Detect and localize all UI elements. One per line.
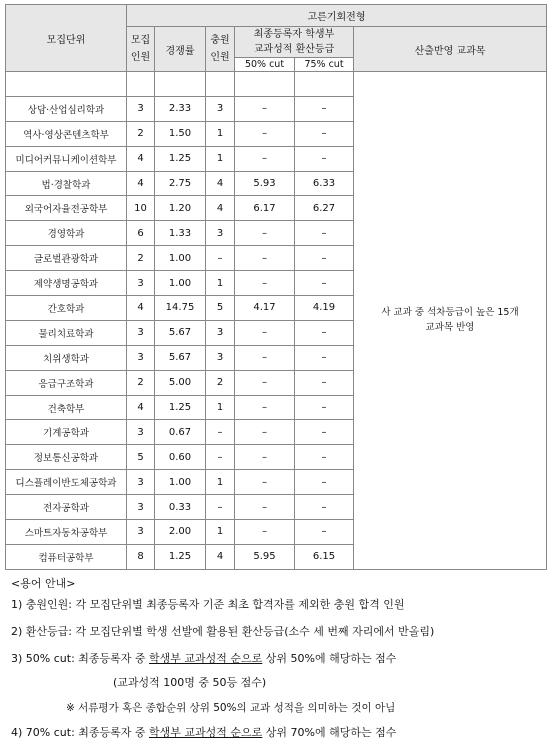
quota-cell: 3 <box>127 320 155 345</box>
extra-cell: 1 <box>206 395 235 420</box>
extra-cell: – <box>206 495 235 520</box>
spacer-cell <box>127 72 155 97</box>
cut50-cell: – <box>235 470 295 495</box>
competition-cell: 1.25 <box>155 544 206 569</box>
extra-cell: 1 <box>206 146 235 171</box>
competition-cell: 1.25 <box>155 395 206 420</box>
cut50-cell: – <box>235 345 295 370</box>
cut50-cell: – <box>235 146 295 171</box>
extra-cell: 4 <box>206 196 235 221</box>
competition-cell: 5.67 <box>155 320 206 345</box>
unit-name-cell: 간호학과 <box>6 296 127 321</box>
cut50-cell: – <box>235 96 295 121</box>
cut75-cell: – <box>295 470 354 495</box>
unit-name-cell: 디스플레이반도체공학과 <box>6 470 127 495</box>
cut50-cell: 5.95 <box>235 544 295 569</box>
glossary-item-4-rest: 상위 70%에 해당하는 점수 <box>262 726 397 739</box>
header-unit: 모집단위 <box>6 5 127 72</box>
competition-cell: 0.60 <box>155 445 206 470</box>
glossary-item-3-example: (교과성적 100명 중 50등 점수) <box>113 676 267 689</box>
extra-cell: – <box>206 445 235 470</box>
unit-name-cell: 건축학부 <box>6 395 127 420</box>
header-extra: 충원 인원 <box>206 27 235 72</box>
glossary-item-3-emphasis: 학생부 교과성적 순으로 <box>149 652 263 665</box>
competition-cell: 0.67 <box>155 420 206 445</box>
cut50-cell: – <box>235 246 295 271</box>
unit-name-cell: 스마트자동차공학부 <box>6 520 127 545</box>
glossary-item-2: 2) 환산등급: 각 모집단위별 학생 선발에 활용된 환산등급(소수 세 번째 자리에서 반올림) <box>11 625 435 638</box>
admission-table <box>5 4 547 570</box>
unit-name-cell: 물리치료학과 <box>6 320 127 345</box>
quota-cell: 3 <box>127 420 155 445</box>
unit-name-cell: 상담·산업심리학과 <box>6 96 127 121</box>
header-cut50: 50% cut <box>235 58 295 72</box>
quota-cell: 3 <box>127 495 155 520</box>
cut75-cell: – <box>295 221 354 246</box>
quota-cell: 3 <box>127 470 155 495</box>
extra-cell: – <box>206 246 235 271</box>
unit-name-cell: 제약생명공학과 <box>6 271 127 296</box>
cut75-cell: 6.33 <box>295 171 354 196</box>
extra-cell: – <box>206 420 235 445</box>
quota-cell: 5 <box>127 445 155 470</box>
header-final-grade: 최종등록자 학생부 교과성적 환산등급 <box>235 27 354 58</box>
subjects-cell: 사 교과 중 석차등급이 높은 15개 교과목 반영 <box>354 72 547 570</box>
unit-name-cell: 법·경찰학과 <box>6 171 127 196</box>
competition-cell: 1.20 <box>155 196 206 221</box>
spacer-cell <box>6 72 127 97</box>
cut75-cell: – <box>295 520 354 545</box>
competition-cell: 2.00 <box>155 520 206 545</box>
cut75-cell: – <box>295 320 354 345</box>
cut50-cell: 6.17 <box>235 196 295 221</box>
cut75-cell: – <box>295 420 354 445</box>
extra-cell: 3 <box>206 221 235 246</box>
competition-cell: 1.00 <box>155 271 206 296</box>
header-quota: 모집 인원 <box>127 27 155 72</box>
quota-cell: 3 <box>127 345 155 370</box>
extra-cell: 5 <box>206 296 235 321</box>
unit-name-cell: 응급구조학과 <box>6 370 127 395</box>
header-cut75: 75% cut <box>295 58 354 72</box>
cut50-cell: – <box>235 520 295 545</box>
cut50-cell: – <box>235 121 295 146</box>
competition-cell: 5.00 <box>155 370 206 395</box>
cut50-cell: 4.17 <box>235 296 295 321</box>
quota-cell: 2 <box>127 370 155 395</box>
glossary-warning: ※ 서류평가 혹은 종합순위 상위 50%의 교과 성적을 의미하는 것이 아님 <box>66 702 396 714</box>
cut50-cell: – <box>235 271 295 296</box>
quota-cell: 10 <box>127 196 155 221</box>
extra-cell: 4 <box>206 171 235 196</box>
unit-name-cell: 치위생학과 <box>6 345 127 370</box>
header-subjects: 산출반영 교과목 <box>354 27 547 72</box>
unit-name-cell: 미디어커뮤니케이션학부 <box>6 146 127 171</box>
cut75-cell: – <box>295 395 354 420</box>
header-group: 고른기회전형 <box>127 5 547 27</box>
unit-name-cell: 컴퓨터공학부 <box>6 544 127 569</box>
competition-cell: 5.67 <box>155 345 206 370</box>
glossary-item-3-rest: 상위 50%에 해당하는 점수 <box>262 652 397 665</box>
competition-cell: 14.75 <box>155 296 206 321</box>
quota-cell: 4 <box>127 296 155 321</box>
cut75-cell: – <box>295 146 354 171</box>
quota-cell: 8 <box>127 544 155 569</box>
cut50-cell: – <box>235 420 295 445</box>
cut75-cell: – <box>295 96 354 121</box>
glossary-item-3 <box>11 652 396 666</box>
unit-name-cell: 경영학과 <box>6 221 127 246</box>
cut75-cell: – <box>295 121 354 146</box>
cut50-cell: – <box>235 370 295 395</box>
cut75-cell: – <box>295 271 354 296</box>
quota-cell: 2 <box>127 121 155 146</box>
glossary-item-1: 1) 충원인원: 각 모집단위별 최종등록자 기준 최초 합격자를 제외한 충원 합격 인원 <box>11 598 405 611</box>
cut75-cell: – <box>295 345 354 370</box>
cut75-cell: – <box>295 445 354 470</box>
quota-cell: 4 <box>127 171 155 196</box>
cut50-cell: 5.93 <box>235 171 295 196</box>
extra-cell: 1 <box>206 271 235 296</box>
glossary-title: <용어 안내> <box>11 577 76 590</box>
spacer-cell <box>155 72 206 97</box>
extra-cell: 3 <box>206 96 235 121</box>
extra-cell: 4 <box>206 544 235 569</box>
spacer-cell <box>295 72 354 97</box>
competition-cell: 0.33 <box>155 495 206 520</box>
cut50-cell: – <box>235 395 295 420</box>
quota-cell: 4 <box>127 146 155 171</box>
table-spacer-row <box>6 72 547 97</box>
unit-name-cell: 전자공학과 <box>6 495 127 520</box>
cut75-cell: 6.27 <box>295 196 354 221</box>
cut75-cell: – <box>295 246 354 271</box>
header-competition: 경쟁률 <box>155 27 206 72</box>
extra-cell: 1 <box>206 520 235 545</box>
competition-cell: 2.75 <box>155 171 206 196</box>
quota-cell: 3 <box>127 520 155 545</box>
unit-name-cell: 역사·영상콘텐츠학부 <box>6 121 127 146</box>
extra-cell: 3 <box>206 320 235 345</box>
extra-cell: 1 <box>206 470 235 495</box>
table-header <box>6 5 547 72</box>
table-body <box>6 72 547 570</box>
competition-cell: 1.50 <box>155 121 206 146</box>
cut75-cell: 4.19 <box>295 296 354 321</box>
cut75-cell: 6.15 <box>295 544 354 569</box>
spacer-cell <box>235 72 295 97</box>
cut50-cell: – <box>235 320 295 345</box>
quota-cell: 3 <box>127 96 155 121</box>
glossary-item-3-text: 3) 50% cut: 최종등록자 중 <box>11 652 150 665</box>
spacer-cell <box>206 72 235 97</box>
cut75-cell: – <box>295 370 354 395</box>
unit-name-cell: 정보통신공학과 <box>6 445 127 470</box>
extra-cell: 3 <box>206 345 235 370</box>
extra-cell: 1 <box>206 121 235 146</box>
admission-results <box>5 4 546 739</box>
unit-name-cell: 기계공학과 <box>6 420 127 445</box>
quota-cell: 6 <box>127 221 155 246</box>
quota-cell: 2 <box>127 246 155 271</box>
cut50-cell: – <box>235 221 295 246</box>
cut75-cell: – <box>295 495 354 520</box>
quota-cell: 4 <box>127 395 155 420</box>
glossary-item-4 <box>11 726 396 740</box>
glossary-item-4-emphasis: 학생부 교과성적 순으로 <box>149 726 263 739</box>
cut50-cell: – <box>235 495 295 520</box>
competition-cell: 1.33 <box>155 221 206 246</box>
competition-cell: 1.25 <box>155 146 206 171</box>
cut50-cell: – <box>235 445 295 470</box>
extra-cell: 2 <box>206 370 235 395</box>
glossary-item-4-text: 4) 70% cut: 최종등록자 중 <box>11 726 150 739</box>
competition-cell: 1.00 <box>155 470 206 495</box>
quota-cell: 3 <box>127 271 155 296</box>
competition-cell: 2.33 <box>155 96 206 121</box>
unit-name-cell: 글로벌관광학과 <box>6 246 127 271</box>
competition-cell: 1.00 <box>155 246 206 271</box>
unit-name-cell: 외국어자율전공학부 <box>6 196 127 221</box>
